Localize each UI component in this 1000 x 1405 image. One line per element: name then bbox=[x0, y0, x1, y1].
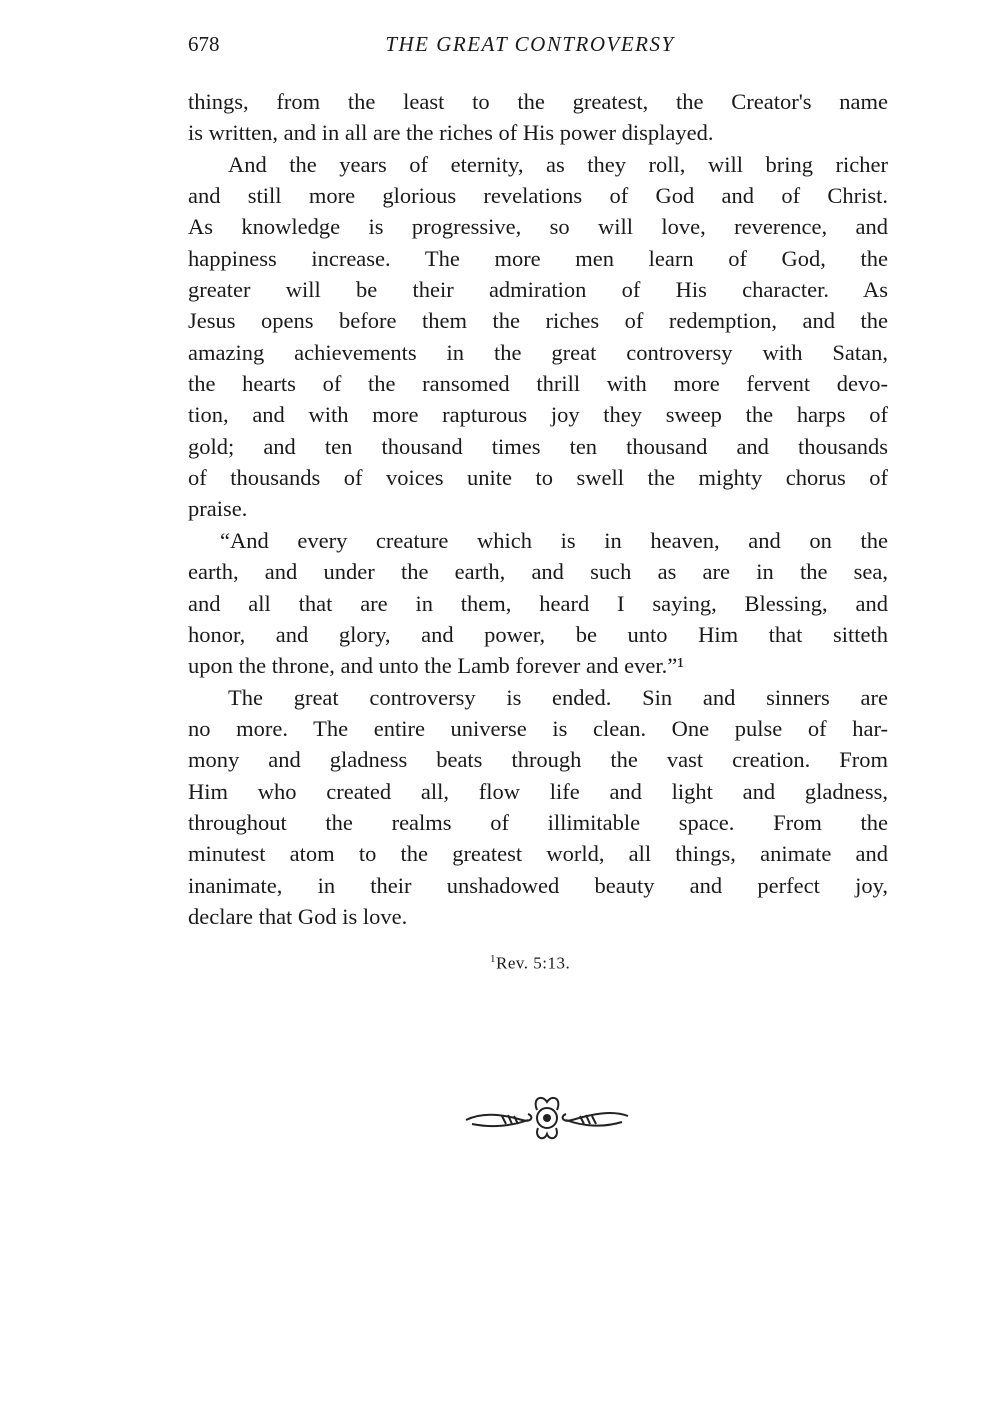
text-line: no more. The entire universe is clean. One pulse of har- bbox=[188, 715, 888, 741]
page-body bbox=[188, 86, 888, 932]
footnote bbox=[490, 953, 570, 974]
text-line: The great controversy is ended. Sin and sinners are bbox=[228, 684, 888, 710]
text-line: the hearts of the ransomed thrill with more fervent devo- bbox=[188, 371, 888, 397]
text-line: and still more glorious revelations of God and of Christ. bbox=[188, 183, 888, 209]
text-line: upon the throne, and unto the Lamb forever and ever.”¹ bbox=[188, 653, 684, 679]
text-line: Jesus opens before them the riches of redemption, and the bbox=[188, 308, 888, 334]
text-line: As knowledge is progressive, so will love, reverence, and bbox=[188, 214, 888, 240]
text-line: And the years of eternity, as they roll, will bring richer bbox=[228, 151, 888, 177]
text-line: tion, and with more rapturous joy they sweep the harps of bbox=[188, 402, 888, 428]
page-number: 678 bbox=[188, 32, 220, 56]
footnote-text: Rev. 5:13. bbox=[496, 953, 571, 973]
text-line: Him who created all, flow life and light and gladness, bbox=[188, 778, 888, 804]
text-line: gold; and ten thousand times ten thousand and thousands bbox=[188, 433, 888, 459]
text-line: minutest atom to the greatest world, all things, animate and bbox=[188, 841, 888, 867]
text-line: happiness increase. The more men learn of God, the bbox=[188, 245, 888, 271]
text-line: throughout the realms of illimitable space. From the bbox=[188, 809, 888, 835]
text-line: praise. bbox=[188, 496, 248, 522]
text-line: things, from the least to the greatest, the Creator's name bbox=[188, 89, 888, 114]
text-line: and all that are in them, heard I saying, Blessing, and bbox=[188, 590, 888, 616]
text-line: honor, and glory, and power, be unto Him that sitteth bbox=[188, 621, 888, 647]
text-line: is written, and in all are the riches of His power displayed. bbox=[188, 120, 714, 146]
text-line: of thousands of voices unite to swell the mighty chorus of bbox=[188, 465, 888, 491]
decorative-scroll-ornament-icon bbox=[462, 1090, 632, 1151]
footnote-marker: 1 bbox=[490, 953, 496, 965]
running-title: THE GREAT CONTROVERSY bbox=[385, 32, 675, 56]
text-line: inanimate, in their unshadowed beauty and perfect joy, bbox=[188, 872, 888, 898]
text-line: earth, and under the earth, and such as are in the sea, bbox=[188, 559, 888, 585]
text-line: greater will be their admiration of His character. As bbox=[188, 277, 888, 303]
text-line: “And every creature which is in heaven, and on the bbox=[220, 527, 888, 553]
text-line: mony and gladness beats through the vast creation. From bbox=[188, 747, 888, 773]
text-line: amazing achievements in the great controversy with Satan, bbox=[188, 339, 888, 365]
text-line: declare that God is love. bbox=[188, 903, 408, 929]
